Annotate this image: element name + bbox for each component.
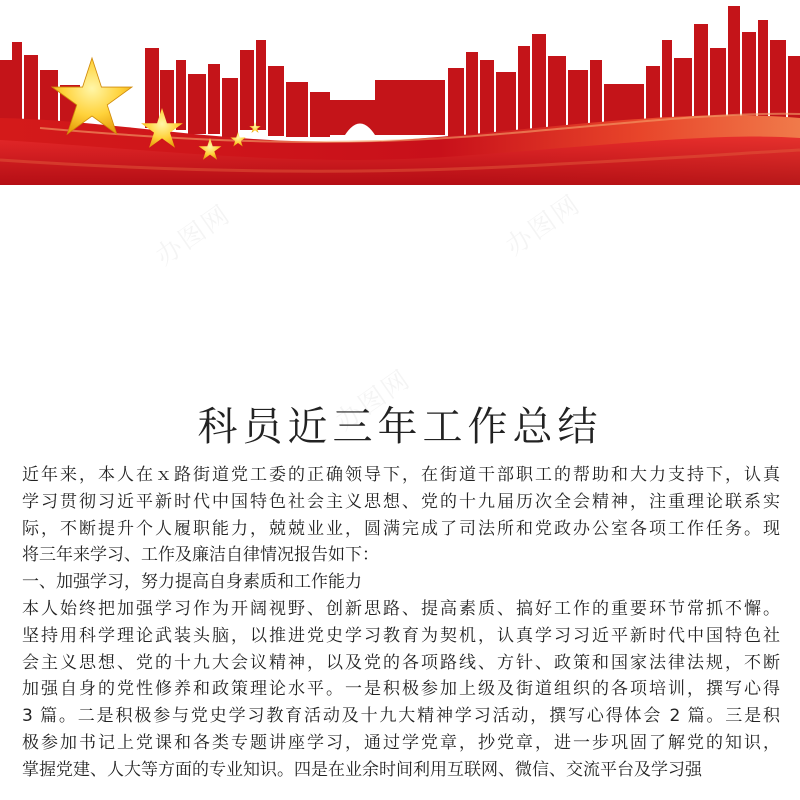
watermark: [147, 194, 237, 272]
text-line: 极参加书记上党课和各类专题讲座学习，通过学党章，抄党章，进一步巩固了解党的知识，: [22, 732, 780, 753]
text-line: 加强自身的党性修养和政策理论水平。一是积极参加上级及街道组织的各项培训，撰写心得: [22, 679, 780, 700]
text-line: 本人始终把加强学习作为开阔视野、创新思路、提高素质、搞好工作的重要环节常抓不懈。: [22, 598, 780, 619]
text-line: 会主义思想、党的十九大会议精神，以及党的各项路线、方针、政策和国家法律法规，不断: [22, 652, 780, 673]
text-line: 一、加强学习，努力提高自身素质和工作能力: [22, 572, 362, 593]
text-line: 掌握党建、人大等方面的专业知识。四是在业余时间利用互联网、微信、交流平台及学习强: [22, 759, 702, 780]
text-line: 近年来，本人在ｘ路街道党工委的正确领导下，在街道干部职工的帮助和大力支持下，认真: [22, 465, 780, 485]
watermark: [497, 184, 587, 262]
text-line: 学习贯彻习近平新时代中国特色社会主义思想、党的十九届历次全会精神，注重理论联系实: [22, 491, 780, 512]
header-banner: [0, 0, 800, 185]
text-line: 将三年来学习、工作及廉洁自律情况报告如下：: [22, 545, 379, 566]
text-line: 坚持用科学理论武装头脑，以推进党史学习教育为契机，认真学习习近平新时代中国特色社: [22, 625, 780, 646]
document-body: [22, 462, 780, 784]
document-title: 科员近三年工作总结: [197, 404, 603, 450]
text-line: 3 篇。二是积极参与党史学习教育活动及十九大精神学习活动，撰写心得体会 2 篇。三是积: [22, 706, 780, 727]
text-line: 际，不断提升个人履职能力，兢兢业业，圆满完成了司法所和党政办公室各项工作任务。现: [22, 518, 780, 539]
